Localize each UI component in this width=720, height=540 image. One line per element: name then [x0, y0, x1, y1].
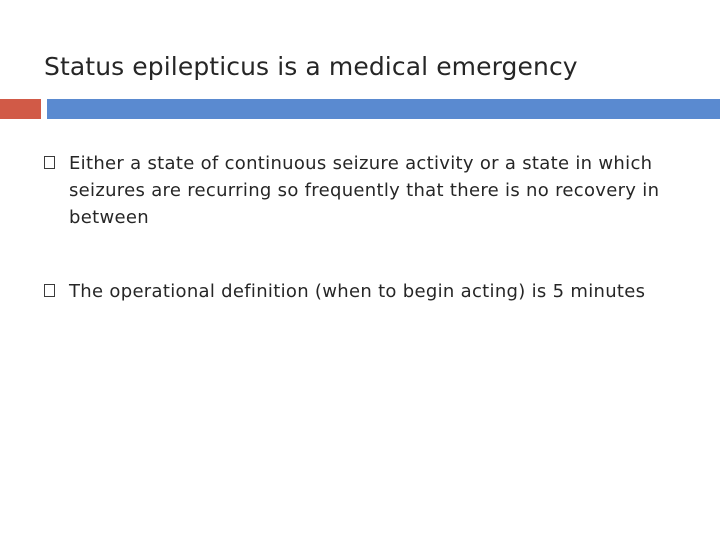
title-accent-bar: [0, 99, 41, 119]
square-bullet-icon: [44, 284, 55, 297]
bullet-item: [44, 150, 684, 231]
slide-title: Status epilepticus is a medical emergency: [44, 52, 578, 81]
square-bullet-icon: [44, 156, 55, 169]
title-rule-bar: [47, 99, 720, 119]
bullet-text: The operational definition (when to begin acting) is 5 minutes: [69, 281, 646, 302]
bullet-list: [44, 150, 684, 305]
bullet-item: [44, 278, 684, 305]
bullet-text: Either a state of continuous seizure activity or a state in which seizures are recurring so frequently that there is no recovery in between: [69, 153, 660, 228]
